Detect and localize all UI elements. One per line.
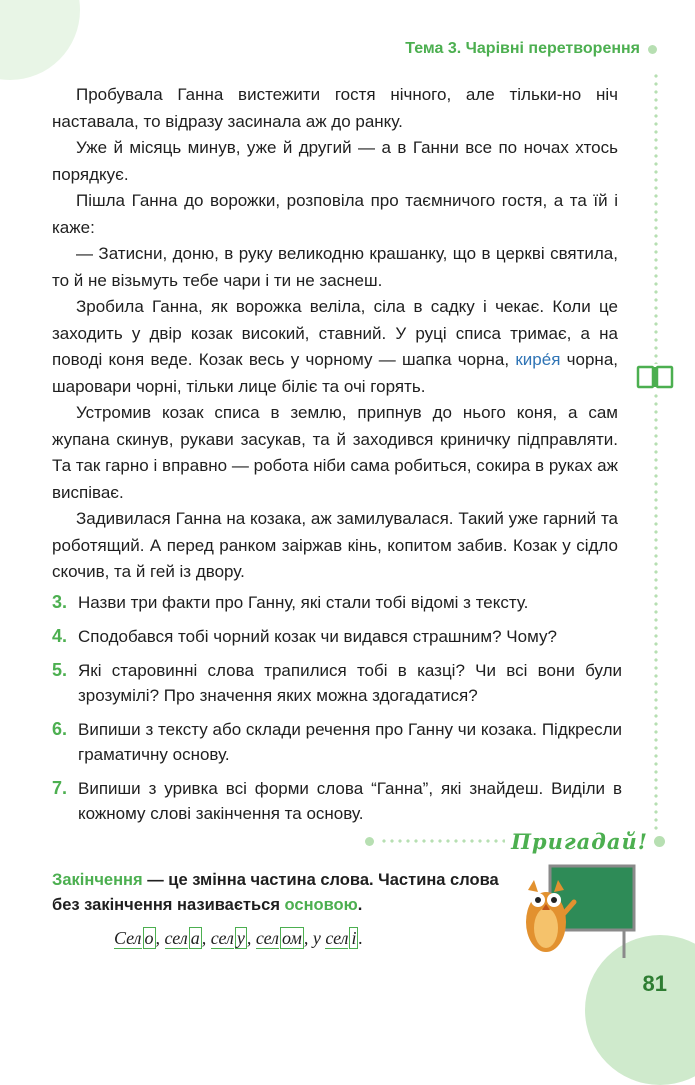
paragraph: Пішла Ганна до ворожки, розповіла про таємничого гостя, а та їй і каже:: [52, 191, 618, 237]
page-number: 81: [642, 971, 667, 996]
topic-header: [405, 40, 657, 58]
glossary-word[interactable]: кире́я: [515, 350, 561, 369]
rule-term: Закінчення: [52, 871, 143, 889]
side-dotted-line: [654, 72, 658, 832]
task-number: 3.: [52, 592, 68, 612]
word-ending: о: [144, 928, 154, 948]
example-word: сел а ,: [164, 928, 211, 948]
task-text: Сподобався тобі чорний козак чи видався страшним? Чому?: [78, 627, 557, 646]
example-word: сел у ,: [210, 928, 256, 948]
task-item: [52, 590, 622, 615]
task-item: [52, 624, 622, 649]
word-stem: сел: [164, 928, 188, 948]
banner-dot: [365, 837, 374, 846]
paragraph: Зробила Ганна, як ворожка веліла, сіла в садку і чекає. Коли це заходить у двір козак високий, ставний. У руці списа тримає, а на поводі коня веде. Козак весь у чорному — шапка чорна, кире́я чорна, шаровари чорні, тільки лице біліє та очі горять.: [52, 297, 619, 396]
rule-term: основою: [284, 896, 358, 914]
task-item: [52, 776, 622, 826]
owl-teacher-illustration: [520, 856, 640, 960]
task-text: Випиши з тексту або склади речення про Ганну чи козака. Підкресли граматичну основу.: [78, 720, 622, 764]
word-stem: Сел: [114, 928, 142, 948]
banner-dotted-line: [380, 839, 505, 843]
word-stem: сел: [325, 928, 349, 948]
example-word: Сел о ,: [114, 928, 165, 948]
dialogue-paragraph: — Затисни, доню, в руку великодню крашанку, що в церкві святила, то й не візьмуть тебе чари і ти не заснеш.: [52, 244, 618, 290]
word-stem: сел: [255, 928, 279, 948]
example-word: сел і .: [325, 928, 363, 948]
paragraph: Пробувала Ганна вистежити гостя нічного, але тільки-но ніч наставала, то відразу засинала аж до ранку.: [52, 85, 618, 131]
banner-dot: [654, 836, 665, 847]
remember-title: Пригадай!: [511, 828, 648, 854]
paragraph: Устромив козак списа в землю, припнув до нього коня, а сам жупана скинув, рукави засукав, та й заходився криничку підправляти. Та так гарно і вправно — робота ніби сама робиться, сокира в руках аж виспіває.: [52, 403, 618, 502]
word-stem: сел: [210, 928, 234, 948]
header-dot: [648, 45, 657, 54]
grammar-rule: Закінчення — це змінна частина слова. Частина слова без закінчення називається основою.: [52, 871, 499, 914]
task-item: [52, 658, 622, 708]
task-number: 6.: [52, 719, 68, 739]
word-ending: а: [190, 928, 200, 948]
task-item: [52, 717, 622, 767]
task-text: Назви три факти про Ганну, які стали тобі відомі з тексту.: [78, 593, 529, 612]
task-text: Які старовинні слова трапилися тобі в казці? Чи всі вони були зрозумілі? Про значення яких можна здогадатися?: [78, 661, 622, 705]
word-ending: ом: [282, 928, 302, 948]
task-list: [52, 590, 622, 835]
task-number: 7.: [52, 778, 68, 798]
paragraph: Уже й місяць минув, уже й другий — а в Ганни все по ночах хтось порядкує.: [52, 138, 618, 184]
task-number: 4.: [52, 626, 68, 646]
corner-decoration: [0, 0, 80, 80]
example-word: сел ом , у: [255, 928, 326, 948]
task-text: Випиши з уривка всі форми слова “Ганна”, які знайдеш. Виділи в кожному слові закінчення та основу.: [78, 779, 622, 823]
book-icon: [636, 364, 674, 390]
word-ending: у: [236, 928, 245, 948]
word-ending: і: [351, 928, 357, 948]
story-text: [52, 82, 618, 586]
word-examples: [114, 928, 363, 949]
task-number: 5.: [52, 660, 68, 680]
paragraph: Задивилася Ганна на козака, аж замилувалася. Такий уже гарний та роботящий. А перед ранком заіржав кінь, копитом забив. Козак у сідло скочив, та й гей із двору.: [52, 509, 618, 581]
remember-banner: [365, 826, 665, 856]
topic-title: Тема 3. Чарівні перетворення: [405, 40, 640, 57]
